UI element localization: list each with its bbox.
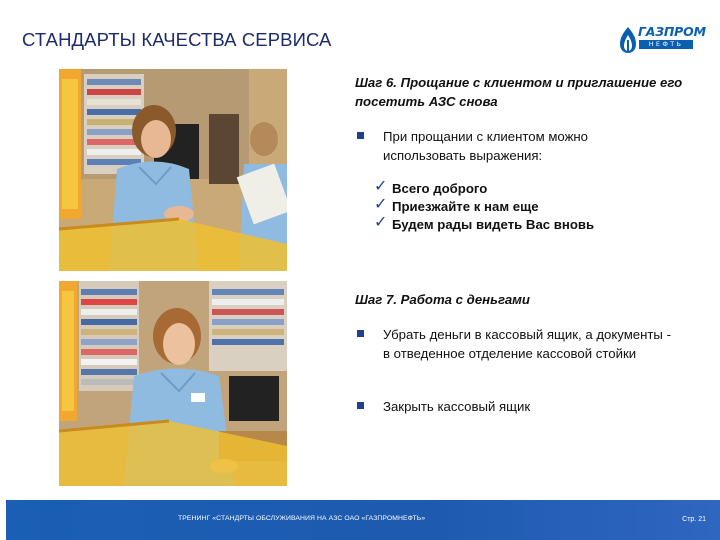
phrase-text: Всего доброго: [392, 181, 488, 196]
checkmark-icon: ✓: [374, 194, 388, 213]
phrase-text: Будем рады видеть Вас вновь: [392, 217, 595, 232]
step6-bullet-text: При прощании с клиентом можно использовать выражения:: [383, 129, 589, 163]
footer-bar: [0, 500, 720, 540]
logo-sub-text: НЕФТЬ: [639, 40, 693, 49]
phrase-text: Приезжайте к нам еще: [392, 199, 539, 214]
page-number: Стр. 21: [682, 516, 706, 523]
gazprom-neft-logo: [618, 24, 706, 60]
gazprom-flame-icon: [618, 26, 638, 54]
checkmark-icon: ✓: [374, 212, 388, 231]
square-bullet-icon: [357, 330, 364, 337]
page-title: СТАНДАРТЫ КАЧЕСТВА СЕРВИСА: [22, 29, 332, 50]
cashier-photo-money: [59, 281, 287, 486]
step7-bullet-text: Закрыть кассовый ящик: [383, 399, 531, 414]
step7-bullet-text: Убрать деньги в кассовый ящик, а документы - в отведенное отделение кассовой стойки: [383, 327, 671, 361]
checkmark-icon: ✓: [374, 176, 388, 195]
square-bullet-icon: [357, 132, 364, 139]
step7-heading: Шаг 7. Работа с деньгами: [355, 292, 530, 307]
square-bullet-icon: [357, 402, 364, 409]
logo-brand-text: ГАЗПРОМ: [638, 24, 706, 39]
footer-text: ТРЕНИНГ «СТАНДРТЫ ОБСЛУЖИВАНИЯ НА АЗС ОАО «ГАЗПРОМНЕФТЬ»: [178, 515, 426, 522]
step6-heading: Шаг 6. Прощание с клиентом и приглашение его посетить АЗС снова: [355, 75, 683, 109]
cashier-photo-farewell: [59, 69, 287, 271]
